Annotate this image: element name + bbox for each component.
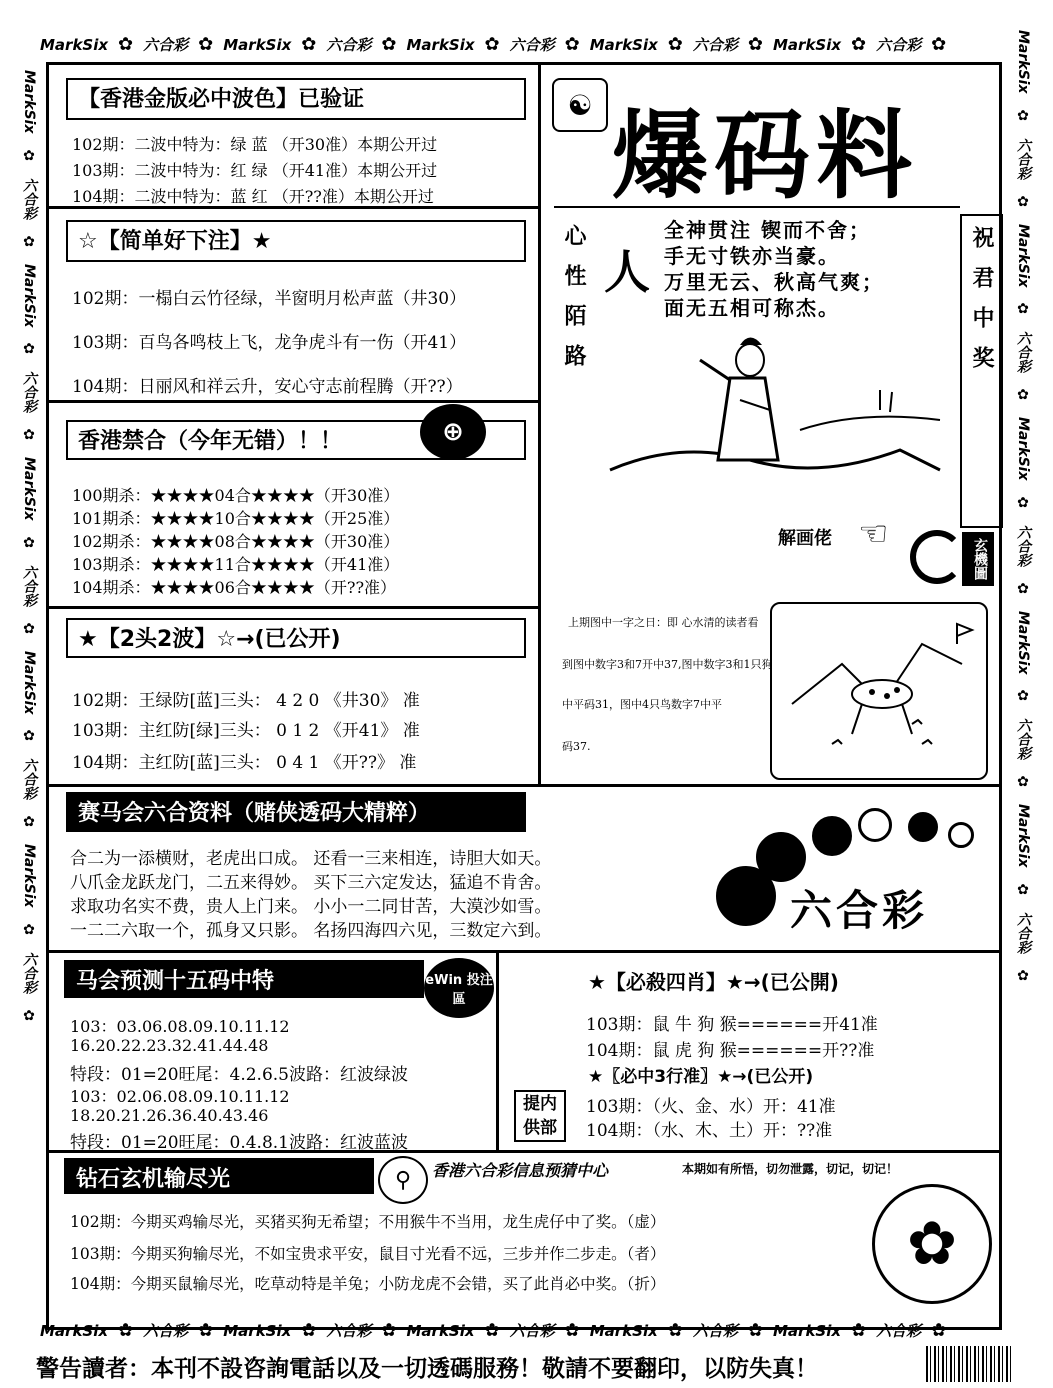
person-char: 人 xyxy=(604,245,650,299)
flower-icon: ✿ xyxy=(1017,688,1029,705)
flower-icon: ✿ xyxy=(23,534,35,551)
divider-sec3 xyxy=(48,606,538,609)
sec1-row: 104期：二波中特为：蓝 红 （开??准）本期公开过 xyxy=(72,187,434,206)
sec3-row: 100期杀：★★★★04合★★★★（开30准） xyxy=(72,486,400,505)
flower-icon: ✿ xyxy=(484,1320,500,1341)
brand-cn-text: 六合彩 xyxy=(1015,718,1031,761)
flower-icon: ✿ xyxy=(1017,774,1029,791)
sec7-row: 104期：鼠 虎 狗 猴======开??准 xyxy=(586,1041,875,1061)
riddle-badge: 玄機圖 xyxy=(962,532,994,586)
divider-sec2 xyxy=(48,400,538,403)
brand-cn-text: 六合彩 xyxy=(509,1322,555,1340)
sec7-row: 103期：鼠 牛 狗 猴======开41准 xyxy=(586,1015,878,1035)
flower-icon: ✿ xyxy=(931,34,947,55)
sec4-row: 102期：王绿防[蓝]三头： 4 2 0 《井30》 准 xyxy=(72,691,420,711)
sec3-row: 101期杀：★★★★10合★★★★（开25准） xyxy=(72,509,400,528)
flower-icon: ✿ xyxy=(851,1320,867,1341)
flower-icon: ✿ xyxy=(931,1320,947,1341)
flower-icon: ✿ xyxy=(564,34,580,55)
sec2-row: 104期：日丽风和祥云升，安心守志前程腾（开??） xyxy=(72,377,463,397)
brand-cn-text: 六合彩 xyxy=(326,1322,372,1340)
sec8-row: 104期：今期买鼠输尽光，吃草动特是羊兔；小防龙虎不会错，买了此肖必中奖。（折） xyxy=(70,1275,666,1293)
flower-icon: ✿ xyxy=(1017,494,1029,511)
brand-en-text: MarkSix xyxy=(21,457,37,521)
flower-icon: ✿ xyxy=(23,233,35,250)
sec6-title: 马会预测十五码中特 xyxy=(64,960,424,998)
sec2-row: 103期：百鸟各鸣枝上飞，龙争虎斗有一伤（开41） xyxy=(72,333,467,353)
sec5-row: 一二二六取一个，孤身又只影。 名扬四海四六见，三数定六到。 xyxy=(70,921,552,941)
riddle-text: 上期图中一字之日：即 心水清的读者看 xyxy=(568,616,759,629)
hk-emblem-seal: ✿ xyxy=(872,1184,992,1304)
brand-en-text: MarkSix xyxy=(21,650,37,715)
sec6-row: 103：03.06.08.09.10.11.12 xyxy=(70,1017,290,1036)
internal-tag: 提内供部 xyxy=(514,1090,566,1142)
flower-icon: ✿ xyxy=(381,34,397,55)
brand-en-text: MarkSix xyxy=(21,844,37,908)
footer-warning: 警告讀者：本刊不設咨詢電話以及一切透碼服務！敬請不要翻印，以防失真！ xyxy=(36,1356,818,1382)
brand-en-text: MarkSix xyxy=(1015,417,1031,481)
brand-cn-text: 六合彩 xyxy=(21,951,37,994)
poem-line: 全神贯注 锲而不舍； xyxy=(664,218,871,242)
spiral-icon xyxy=(910,530,964,584)
brand-en-text: MarkSix xyxy=(223,35,292,54)
flower-icon: ✿ xyxy=(1017,387,1029,404)
brand-en-text: MarkSix xyxy=(406,35,475,54)
left-scroll: 心性陌路 xyxy=(561,224,586,384)
poem-line: 手无寸铁亦当豪。 xyxy=(664,244,840,268)
sec4-row: 103期：主红防[绿]三头： 0 1 2 《开41》 准 xyxy=(72,721,420,741)
left-border-strip xyxy=(14,70,44,1024)
flower-icon: ✿ xyxy=(667,1320,683,1341)
brand-cn-text: 六合彩 xyxy=(1015,524,1031,567)
sec6-row: 103：02.06.08.09.10.11.12 xyxy=(70,1087,290,1106)
sec3-row: 104期杀：★★★★06合★★★★（开??准） xyxy=(72,578,397,597)
brand-cn-text: 六合彩 xyxy=(692,1322,738,1340)
flower-icon: ✿ xyxy=(484,34,500,55)
brand-en-text: MarkSix xyxy=(40,1321,109,1340)
flower-icon: ✿ xyxy=(667,34,683,55)
riddle-label: 解画佬 xyxy=(778,528,832,549)
flower-icon: ✿ xyxy=(301,34,317,55)
lottery-ball xyxy=(812,816,852,856)
divider-lower xyxy=(48,950,1000,953)
top-border-strip xyxy=(40,34,946,55)
sec6-row: 16.20.22.23.32.41.44.48 xyxy=(70,1036,269,1055)
compass-icon: ⚲ xyxy=(378,1156,428,1204)
flower-icon: ✿ xyxy=(1017,107,1029,124)
flower-icon: ✿ xyxy=(564,1320,580,1341)
sec5-row: 求取功名实不费，贵人上门来。 小小一二同甘苦，大漠沙如雪。 xyxy=(70,897,552,917)
sec3-row: 102期杀：★★★★08合★★★★（开30准） xyxy=(72,532,400,551)
brand-cn-text: 六合彩 xyxy=(1015,911,1031,954)
lottery-ball xyxy=(908,812,938,842)
riddle-text: 到图中数字3和7开中37,图中数字3和1只狗 xyxy=(562,658,773,671)
sec6-row: 特段：01=20旺尾：0.4.8.1波路：红波蓝波 xyxy=(70,1133,408,1153)
brand-cn-text: 六合彩 xyxy=(21,371,37,414)
flower-icon: ✿ xyxy=(1017,967,1029,984)
lottery-ball xyxy=(948,822,974,848)
sec4-row: 104期：主红防[蓝]三头： 0 4 1 《开??》 准 xyxy=(72,753,417,773)
flower-icon: ✿ xyxy=(851,34,867,55)
sec7-subrow: 103期：（火、金、水）开：41准 xyxy=(586,1097,836,1117)
brand-en-text: MarkSix xyxy=(1015,223,1031,288)
flower-icon: ✿ xyxy=(23,921,35,938)
flower-icon: ✿ xyxy=(198,1320,214,1341)
right-scroll: 祝君中奖 xyxy=(960,214,1003,528)
flower-icon: ✿ xyxy=(23,341,35,358)
brand-en-text: MarkSix xyxy=(589,35,658,54)
brand-en-text: MarkSix xyxy=(773,1321,842,1340)
coin-icon: ⊕ xyxy=(420,404,486,460)
sec2-row: 102期：一榻白云竹径绿，半窗明月松声蓝（井30） xyxy=(72,289,467,309)
flower-icon: ✿ xyxy=(23,427,35,444)
scholar-illustration xyxy=(600,320,950,490)
lottery-logo-text: 六合彩 xyxy=(790,886,929,935)
flower-icon: ✿ xyxy=(23,620,35,637)
barcode-icon xyxy=(926,1346,1012,1382)
sec7-subtitle: ★〖必中3行准〗★→(已公开) xyxy=(588,1067,814,1087)
sec1-row: 103期：二波中特为：红 绿 （开41准）本期公开过 xyxy=(72,161,438,180)
brand-en-text: MarkSix xyxy=(40,35,109,54)
flower-icon: ✿ xyxy=(23,728,35,745)
brand-en-text: MarkSix xyxy=(773,35,842,54)
flower-icon: ✿ xyxy=(23,1007,35,1024)
brand-cn-text: 六合彩 xyxy=(21,564,37,607)
sec3-row: 103期杀：★★★★11合★★★★（开41准） xyxy=(72,555,400,574)
flower-icon: ✿ xyxy=(381,1320,397,1341)
flower-icon: ✿ xyxy=(301,1320,317,1341)
brand-cn-text: 六合彩 xyxy=(21,758,37,801)
poem-line: 面无五相可称杰。 xyxy=(664,296,840,320)
brand-cn-text: 六合彩 xyxy=(509,36,555,54)
sec5-row: 合二为一添横财，老虎出口成。 还看一三来相连，诗胆大如天。 xyxy=(70,849,552,869)
sec5-row: 八爪金龙跃龙门，二五来得妙。 买下三六定发达，猛追不肯舍。 xyxy=(70,873,552,893)
sec5-title: 赛马会六合资料（赌侠透码大精粹） xyxy=(66,792,526,832)
brand-cn-text: 六合彩 xyxy=(21,177,37,220)
flower-icon: ✿ xyxy=(198,34,214,55)
flower-icon: ✿ xyxy=(1017,193,1029,210)
flower-icon: ✿ xyxy=(1017,301,1029,318)
divider-vertical-top xyxy=(538,64,541,784)
brand-cn-text: 六合彩 xyxy=(1015,137,1031,180)
brand-en-text: MarkSix xyxy=(1015,30,1031,94)
sec8-banner: 香港六合彩信息预猜中心 xyxy=(432,1161,609,1180)
brand-cn-text: 六合彩 xyxy=(326,36,372,54)
lottery-ball xyxy=(858,808,892,842)
flower-icon: ✿ xyxy=(118,1320,134,1341)
ewin-badge: eWin 投注區 xyxy=(424,958,494,1018)
brand-en-text: MarkSix xyxy=(1015,610,1031,675)
sec3-title: 香港禁合（今年无错）！！ xyxy=(66,420,526,460)
riddle-picture xyxy=(770,602,988,780)
brand-cn-text: 六合彩 xyxy=(143,1322,189,1340)
lottery-ball xyxy=(756,832,806,882)
sec6-row: 18.20.21.26.36.40.43.46 xyxy=(70,1106,269,1125)
sec2-title: ☆【简单好下注】★ xyxy=(66,220,526,262)
sec7-subrow: 104期：（水、木、土）开：??准 xyxy=(586,1121,833,1141)
sec8-banner-note: 本期如有所悟，切勿泄露，切记，切记！ xyxy=(682,1162,899,1176)
poem-line: 万里无云、秋高气爽； xyxy=(664,270,884,294)
sec8-row: 103期：今期买狗输尽光，不如宝贵求平安，鼠目寸光看不远，三步并作二步走。（者） xyxy=(70,1245,666,1263)
flower-icon: ✿ xyxy=(747,34,763,55)
brand-en-text: MarkSix xyxy=(223,1321,292,1340)
flower-icon: ✿ xyxy=(1017,881,1029,898)
divider-vertical-lower xyxy=(496,952,499,1152)
brand-cn-text: 六合彩 xyxy=(1015,331,1031,374)
brand-cn-text: 六合彩 xyxy=(692,36,738,54)
flower-icon: ✿ xyxy=(23,147,35,164)
sec6-row: 特段：01=20旺尾：4.2.6.5波路：红波绿波 xyxy=(70,1065,408,1085)
sec8-title: 钻石玄机输尽光 xyxy=(64,1158,374,1194)
mascot-icon: ☯ xyxy=(552,78,608,132)
sec4-title: ★【2头2波】☆→(已公开) xyxy=(66,618,526,658)
pointing-hand-icon: ☜ xyxy=(858,514,889,554)
sec1-row: 102期：二波中特为：绿 蓝 （开30准）本期公开过 xyxy=(72,135,438,154)
brand-en-text: MarkSix xyxy=(406,1321,475,1340)
page-title: 爆码料 xyxy=(612,100,918,212)
riddle-text: 码37. xyxy=(562,740,591,753)
sec1-title: 【香港金版必中波色】已验证 xyxy=(66,78,526,120)
brand-en-text: MarkSix xyxy=(21,263,37,328)
brand-en-text: MarkSix xyxy=(589,1321,658,1340)
flower-icon: ✿ xyxy=(118,34,134,55)
brand-cn-text: 六合彩 xyxy=(876,1322,922,1340)
brand-en-text: MarkSix xyxy=(1015,804,1031,868)
sec7-title: ★【必殺四肖】★→(已公開) xyxy=(588,970,839,994)
brand-cn-text: 六合彩 xyxy=(876,36,922,54)
flower-icon: ✿ xyxy=(747,1320,763,1341)
sec8-row: 102期：今期买鸡输尽光，买猪买狗无希望；不用猴牛不当用，龙生虎仔中了奖。（虚） xyxy=(70,1213,666,1231)
riddle-text: 中平码31，图中4只鸟数字7中平 xyxy=(562,698,722,711)
brand-cn-text: 六合彩 xyxy=(143,36,189,54)
right-border-strip xyxy=(1008,30,1038,984)
brand-en-text: MarkSix xyxy=(21,70,37,134)
divider-mid xyxy=(48,784,1000,787)
flower-icon: ✿ xyxy=(1017,580,1029,597)
flower-icon: ✿ xyxy=(23,814,35,831)
